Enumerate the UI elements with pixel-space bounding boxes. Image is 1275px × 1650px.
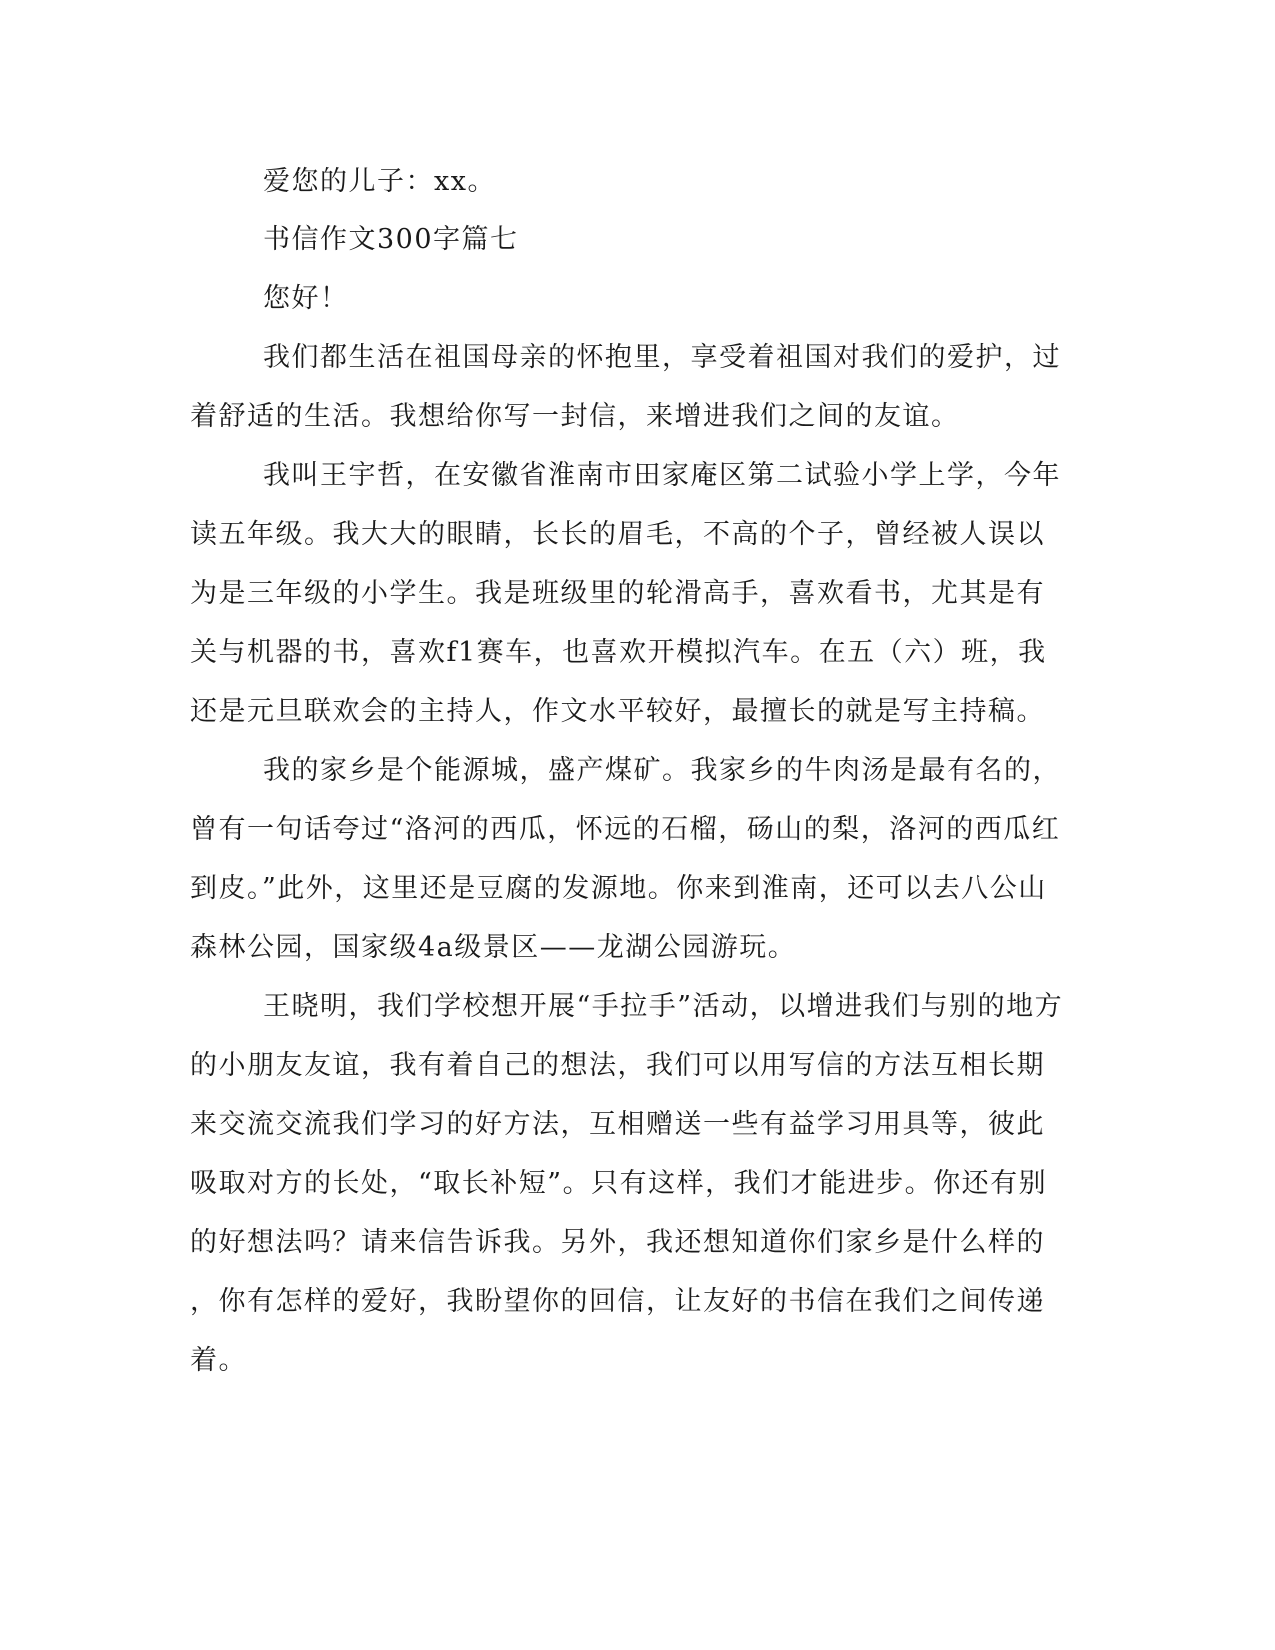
paragraph-line: 的好想法吗？请来信告诉我。另外，我还想知道你们家乡是什么样的 [190, 1227, 1045, 1258]
paragraph-line: 为是三年级的小学生。我是班级里的轮滑高手，喜欢看书，尤其是有 [190, 578, 1045, 609]
paragraph-line: 我的家乡是个能源城，盛产煤矿。我家乡的牛肉汤是最有名的， [263, 755, 1061, 786]
paragraph-line: 我们都生活在祖国母亲的怀抱里，享受着祖国对我们的爱护，过 [263, 342, 1061, 373]
paragraph-line: 曾有一句话夸过“洛河的西瓜，怀远的石榴，砀山的梨，洛河的西瓜红 [190, 814, 1061, 845]
section-title: 书信作文300字篇七 [263, 224, 519, 255]
paragraph-line: 王晓明，我们学校想开展“手拉手”活动，以增进我们与别的地方 [263, 991, 1064, 1022]
paragraph-line: 森林公园，国家级4a级景区——龙湖公园游玩。 [190, 932, 797, 963]
signature-line: 爱您的儿子：xx。 [263, 166, 496, 197]
paragraph-line: 吸取对方的长处，“取长补短”。只有这样，我们才能进步。你还有别 [190, 1168, 1048, 1199]
paragraph-line: 着。 [190, 1345, 247, 1376]
greeting-line: 您好！ [263, 283, 349, 314]
paragraph-line: ，你有怎样的爱好，我盼望你的回信，让友好的书信在我们之间传递 [190, 1286, 1045, 1317]
paragraph-line: 到皮。”此外，这里还是豆腐的发源地。你来到淮南，还可以去八公山 [190, 873, 1047, 904]
paragraph-line: 还是元旦联欢会的主持人，作文水平较好，最擅长的就是写主持稿。 [190, 696, 1045, 727]
paragraph-line: 我叫王宇哲，在安徽省淮南市田家庵区第二试验小学上学，今年 [263, 460, 1061, 491]
paragraph-line: 关与机器的书，喜欢f1赛车，也喜欢开模拟汽车。在五（六）班，我 [190, 637, 1047, 668]
paragraph-line: 着舒适的生活。我想给你写一封信，来增进我们之间的友谊。 [190, 401, 960, 432]
paragraph-line: 来交流交流我们学习的好方法，互相赠送一些有益学习用具等，彼此 [190, 1109, 1045, 1140]
paragraph-line: 读五年级。我大大的眼睛，长长的眉毛，不高的个子，曾经被人误以 [190, 519, 1045, 550]
paragraph-line: 的小朋友友谊，我有着自己的想法，我们可以用写信的方法互相长期 [190, 1050, 1045, 1081]
